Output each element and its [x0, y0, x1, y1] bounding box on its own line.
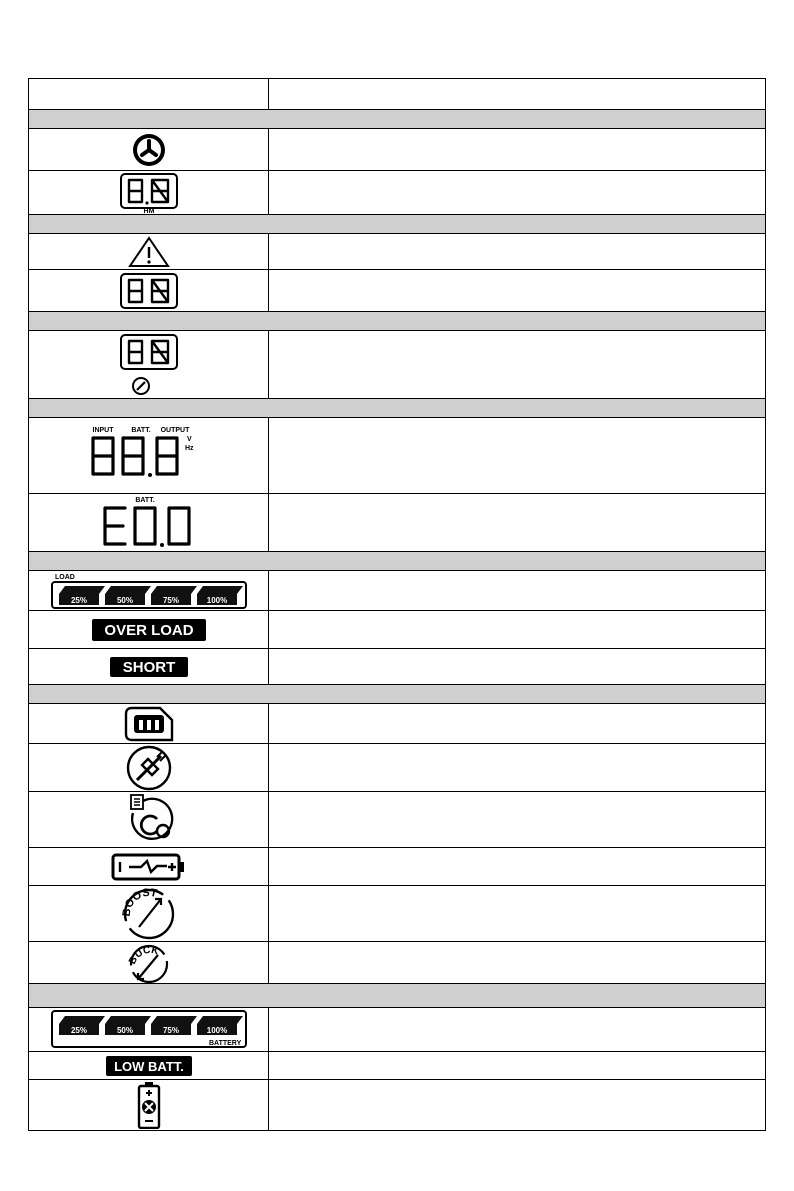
short-label: SHORT: [122, 658, 175, 676]
input-label: INPUT: [92, 426, 113, 434]
table-row: [29, 1052, 765, 1080]
ac-plug-icon: [124, 706, 174, 742]
table-header-row: [29, 79, 765, 110]
table-row: [29, 848, 765, 886]
lcd-icon-table: [28, 78, 766, 1131]
battery-level-100: 100%: [206, 1025, 227, 1035]
section-row-time: [29, 110, 765, 129]
section-row-info: [29, 399, 765, 418]
load-label: LOAD: [54, 573, 75, 581]
clock-icon: [129, 132, 169, 168]
battery-level-50: 50%: [116, 1025, 133, 1035]
boost-icon: [121, 887, 177, 941]
section-row-load: [29, 552, 765, 571]
batt-e00-label: BATT.: [134, 496, 155, 504]
section-row-fault: [29, 312, 765, 331]
overload-label: OVER LOAD: [103, 621, 194, 639]
short-indicator: [110, 657, 188, 677]
table-row: [29, 571, 765, 611]
battery-level-25: 25%: [70, 1025, 87, 1035]
boost-label: BOOST: [120, 886, 158, 917]
battery-level-75: 75%: [162, 1025, 179, 1035]
load-level-bar-icon: [49, 572, 249, 610]
buck-label: BUCK: [126, 944, 160, 966]
output-label: OUTPUT: [160, 426, 189, 434]
low-batt-label: LOW BATT.: [113, 1058, 184, 1074]
table-row: [29, 418, 765, 494]
table-row: [29, 649, 765, 685]
fault-code-wrench-display-icon: [118, 333, 180, 397]
table-row: [29, 1080, 765, 1130]
hm-time-display-icon: [118, 172, 180, 214]
table-row: [29, 611, 765, 649]
load-level-25: 25%: [70, 595, 87, 605]
hertz-unit-label: Hz: [184, 444, 194, 452]
ac-mode-icon: [124, 745, 174, 791]
battery-fault-icon: [136, 1081, 162, 1129]
section-row-warning: [29, 215, 765, 234]
warning-triangle-icon: [128, 236, 170, 268]
battery-level-bar-icon: [49, 1009, 249, 1051]
overload-indicator: [92, 619, 206, 641]
header-cell-function: [269, 79, 765, 109]
section-row-mode: [29, 685, 765, 704]
warning-code-display-icon: [118, 272, 180, 310]
battery-label: BATTERY: [208, 1039, 241, 1047]
load-level-75: 75%: [162, 595, 179, 605]
hm-label: HM: [143, 207, 154, 214]
load-level-50: 50%: [116, 595, 133, 605]
input-batt-output-display-icon: [89, 424, 209, 488]
section-row-battery: [29, 984, 765, 1008]
table-row: [29, 942, 765, 984]
low-batt-indicator: [106, 1056, 192, 1076]
eco-mode-icon: [121, 793, 177, 847]
table-row: [29, 704, 765, 744]
table-row: [29, 171, 765, 215]
battery-charge-icon: [111, 852, 187, 882]
table-row: [29, 331, 765, 399]
table-row: [29, 744, 765, 792]
table-row: [29, 129, 765, 171]
table-row: [29, 234, 765, 270]
buck-icon: [126, 943, 172, 983]
table-row: [29, 886, 765, 942]
batt-label: BATT.: [130, 426, 151, 434]
table-row: [29, 270, 765, 312]
header-cell-display: [29, 79, 269, 109]
table-row: [29, 1008, 765, 1052]
table-row: [29, 792, 765, 848]
table-row: [29, 494, 765, 552]
batt-e00-display-icon: [99, 496, 199, 550]
load-level-100: 100%: [206, 595, 227, 605]
volt-unit-label: V: [186, 435, 192, 443]
